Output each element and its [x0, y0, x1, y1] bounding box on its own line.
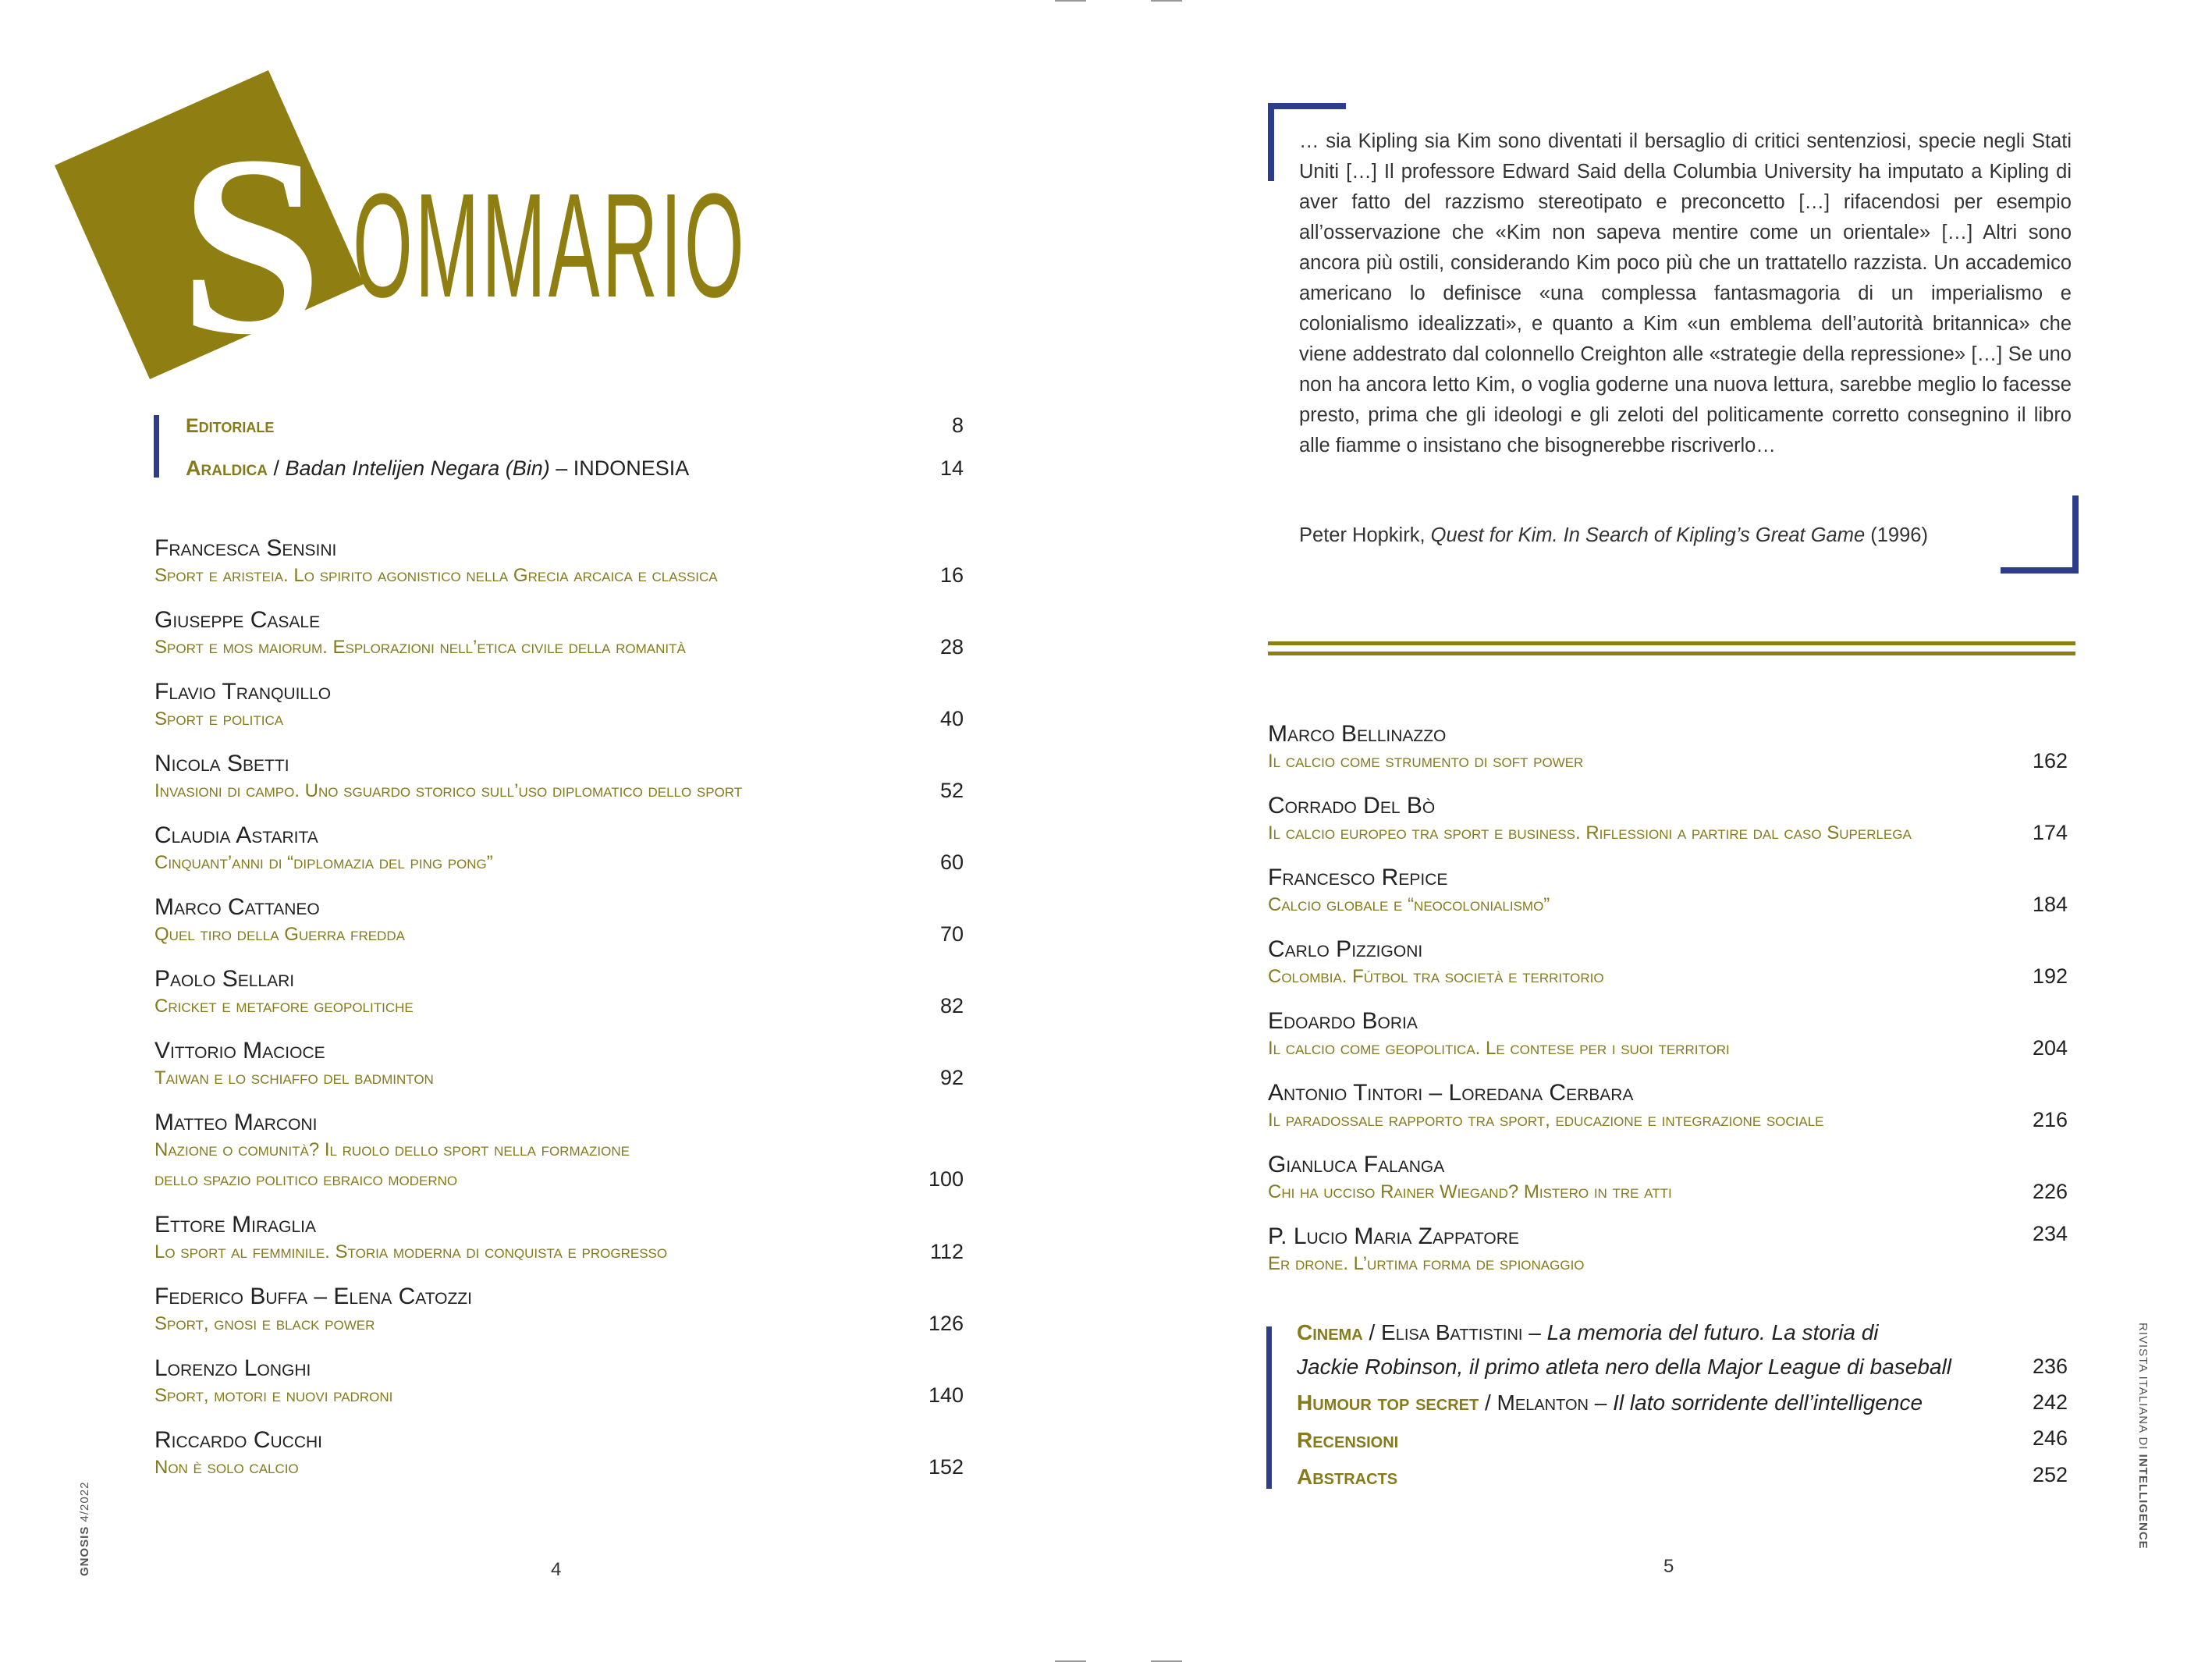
journal-name: GNOSIS — [78, 1525, 91, 1576]
divider-rule — [1268, 641, 2075, 645]
page-number: 52 — [939, 779, 964, 802]
separator: / — [1479, 1390, 1497, 1415]
article-title[interactable]: Cricket e metafore geopolitiche — [154, 996, 414, 1017]
page-number: 100 — [928, 1167, 964, 1191]
page-number: 112 — [929, 1240, 964, 1263]
article-author: Marco Bellinazzo — [1268, 721, 1447, 747]
article-title[interactable]: Non è solo calcio — [154, 1457, 299, 1478]
page-number: 16 — [939, 563, 964, 587]
article-title[interactable]: Il calcio come geopolitica. Le contese per i suoi territori — [1268, 1038, 1730, 1059]
article-author: Francesca Sensini — [154, 535, 337, 561]
page-number: 236 — [2032, 1355, 2068, 1378]
divider-rule — [1268, 652, 2075, 655]
page-number: 174 — [2032, 821, 2068, 844]
article-title[interactable]: Il calcio europeo tra sport e business. Riflessioni a partire dal caso Superlega — [1268, 822, 1912, 843]
quote-text: … sia Kipling sia Kim sono diventati il bersaglio di critici sentenziosi, specie negli Stati Uniti […] Il professore Edward Said della Columbia University ha imputato a Kipling di aver fatto del razzismo stereotipato e preconcetto […] rifacendosi per esempio all’osservazione che «Kim non sapeva mentire come un orientale» […] Altri sono ancora più ostili, considerando Kim poco più che un trattatello razzista. Un accademico americano lo definisce «una complessa fantasmagoria di un imperialismo e colonialismo idealizzati», e quanto a Kim «un emblema dell’autorità britannica» che viene addestrato dal colonnello Creighton alle «strategie della repressione» […] Se uno non ha ancora letto Kim, o voglia goderne una nuova lettura, sarebbe meglio lo facesse presto, prima che gli ideologi e gli zeloti del politicamente corretto consegnino il libro alle fiamme o insistano che bisognerebbe riscriverlo… — [1299, 130, 2072, 456]
article-author: Nicola Sbetti — [154, 751, 289, 776]
journal-issue: 4/2022 — [78, 1481, 91, 1526]
separator: / — [268, 456, 286, 480]
article-author: Ettore Miraglia — [154, 1212, 316, 1238]
page-number: 28 — [939, 635, 964, 659]
article-title[interactable]: Sport e aristeia. Lo spirito agonistico nella Grecia arcaica e classica — [154, 565, 718, 586]
page-title: OMMARIO — [353, 163, 747, 328]
article-author: Giuseppe Casale — [154, 607, 321, 633]
section-person: Melanton — [1497, 1390, 1589, 1415]
page-number: 204 — [2032, 1036, 2068, 1060]
article-title[interactable]: Taiwan e lo schiaffo del badminton — [154, 1067, 434, 1088]
page-number: 162 — [2032, 749, 2068, 772]
article-author: Francesco Repice — [1268, 865, 1448, 890]
section-person: Elisa Battistini — [1381, 1320, 1523, 1344]
quote-bracket-bottom — [2001, 567, 2079, 574]
article-author: P. Lucio Maria Zappatore — [1268, 1223, 1519, 1249]
section-humour[interactable] — [1297, 1390, 1923, 1415]
page-number: 234 — [2032, 1222, 2068, 1245]
section-text: Il lato sorridente dell’intelligence — [1613, 1390, 1923, 1415]
article-title[interactable]: Il paradossale rapporto tra sport, educazione e integrazione sociale — [1268, 1110, 1824, 1131]
article-title[interactable]: Colombia. Fútbol tra società e territorio — [1268, 966, 1604, 987]
quote-bracket-top — [1268, 103, 1346, 109]
page-number: 8 — [951, 414, 964, 437]
article-title[interactable]: Sport, motori e nuovi padroni — [154, 1385, 393, 1406]
article-author: Federico Buffa – Elena Catozzi — [154, 1284, 472, 1309]
quote-author: Peter Hopkirk, — [1299, 524, 1431, 546]
page-number: 226 — [2032, 1180, 2068, 1203]
article-author: Riccardo Cucchi — [154, 1427, 322, 1453]
article-author: Antonio Tintori – Loredana Cerbara — [1268, 1080, 1634, 1106]
article-title[interactable]: Il calcio come strumento di soft power — [1268, 751, 1584, 772]
crop-mark — [1151, 0, 1182, 2]
article-title[interactable]: dello spazio politico ebraico moderno — [154, 1169, 458, 1190]
article-title[interactable]: Calcio globale e “neocolonialismo” — [1268, 894, 1550, 915]
quote-year: (1996) — [1865, 524, 1928, 546]
crop-mark — [1055, 0, 1086, 2]
section-bar — [154, 415, 159, 478]
section-abstracts[interactable] — [1297, 1465, 1397, 1490]
page-number: 126 — [928, 1312, 964, 1335]
section-cinema-line2 — [1297, 1355, 1951, 1380]
article-author: Edoardo Boria — [1268, 1008, 1418, 1034]
page-number: 82 — [939, 994, 964, 1017]
separator: – — [1588, 1390, 1614, 1415]
article-title[interactable]: Er drone. L’urtima forma de spionaggio — [1268, 1253, 1585, 1274]
article-title[interactable]: Quel tiro della Guerra fredda — [154, 924, 405, 945]
title-initial: S — [179, 103, 323, 388]
separator: – — [1522, 1320, 1547, 1344]
section-text: Badan Intelijen Negara (Bin) — [285, 456, 550, 480]
page-number: 216 — [2032, 1108, 2068, 1131]
article-author: Gianluca Falanga — [1268, 1152, 1445, 1177]
article-title[interactable]: Sport e politica — [154, 708, 284, 730]
section-country: – INDONESIA — [549, 456, 690, 480]
right-side-label — [2136, 1323, 2150, 1550]
page-number: 242 — [2032, 1390, 2068, 1414]
section-recensioni[interactable] — [1297, 1428, 1398, 1453]
page-number: 246 — [2032, 1426, 2068, 1450]
page-number: 140 — [928, 1383, 964, 1407]
article-author: Vittorio Macioce — [154, 1038, 325, 1064]
article-author: Claudia Astarita — [154, 822, 318, 848]
article-title[interactable]: Cinquant’anni di “diplomazia del ping pong” — [154, 852, 493, 873]
quote-attribution — [1299, 524, 1928, 547]
article-author: Carlo Pizzigoni — [1268, 936, 1423, 962]
article-title[interactable]: Sport e mos maiorum. Esplorazioni nell’etica civile della romanità — [154, 637, 686, 658]
quote-bracket-left — [1268, 103, 1274, 181]
page-number-left: 4 — [551, 1559, 562, 1580]
section-araldica[interactable] — [186, 456, 689, 481]
section-editoriale[interactable] — [186, 415, 274, 438]
article-title[interactable]: Chi ha ucciso Rainer Wiegand? Mistero in tre atti — [1268, 1181, 1672, 1202]
article-title[interactable]: Invasioni di campo. Uno sguardo storico sull’uso diplomatico dello sport — [154, 780, 743, 801]
section-head: Humour top secret — [1297, 1390, 1479, 1415]
article-author: Paolo Sellari — [154, 966, 295, 992]
section-head: Abstracts — [1297, 1465, 1398, 1489]
journal-subtitle-bold: INTELLIGENCE — [2136, 1454, 2150, 1550]
article-author: Matteo Marconi — [154, 1110, 318, 1135]
article-author: Flavio Tranquillo — [154, 679, 332, 705]
left-side-label — [78, 1482, 91, 1576]
article-author: Corrado Del Bò — [1268, 793, 1436, 819]
quote-book: Quest for Kim. In Search of Kipling’s Great Game — [1430, 524, 1866, 546]
article-title[interactable]: Nazione o comunità? Il ruolo dello sport nella formazione — [154, 1139, 630, 1160]
article-author: Lorenzo Longhi — [154, 1355, 311, 1381]
section-text: La memoria del futuro. La storia di — [1546, 1320, 1879, 1344]
journal-subtitle: RIVISTA ITALIANA DI — [2136, 1323, 2150, 1454]
article-author: Marco Cattaneo — [154, 894, 320, 920]
separator: / — [1362, 1320, 1382, 1344]
page-number: 252 — [2032, 1463, 2068, 1486]
article-title[interactable]: Sport, gnosi e black power — [154, 1313, 375, 1334]
section-head: Araldica — [186, 456, 268, 480]
quote-bracket-right — [2072, 495, 2079, 574]
section-head: Editoriale — [186, 415, 275, 437]
page-number: 60 — [939, 851, 964, 874]
page-number: 14 — [939, 456, 964, 480]
section-head: Recensioni — [1297, 1428, 1399, 1452]
page-number: 40 — [939, 707, 964, 730]
section-cinema[interactable] — [1297, 1320, 1879, 1345]
page-number: 92 — [939, 1066, 964, 1089]
page-number: 152 — [928, 1455, 964, 1479]
article-title[interactable]: Lo sport al femminile. Storia moderna di conquista e progresso — [154, 1241, 668, 1262]
section-text: Jackie Robinson, il primo atleta nero della Major League di baseball — [1297, 1355, 1951, 1379]
page-number-right: 5 — [1663, 1556, 1674, 1577]
page-number: 192 — [2032, 964, 2068, 988]
page-number: 70 — [939, 922, 964, 946]
section-head: Cinema — [1297, 1320, 1363, 1344]
section-bar — [1266, 1326, 1272, 1489]
page-number: 184 — [2032, 893, 2068, 916]
